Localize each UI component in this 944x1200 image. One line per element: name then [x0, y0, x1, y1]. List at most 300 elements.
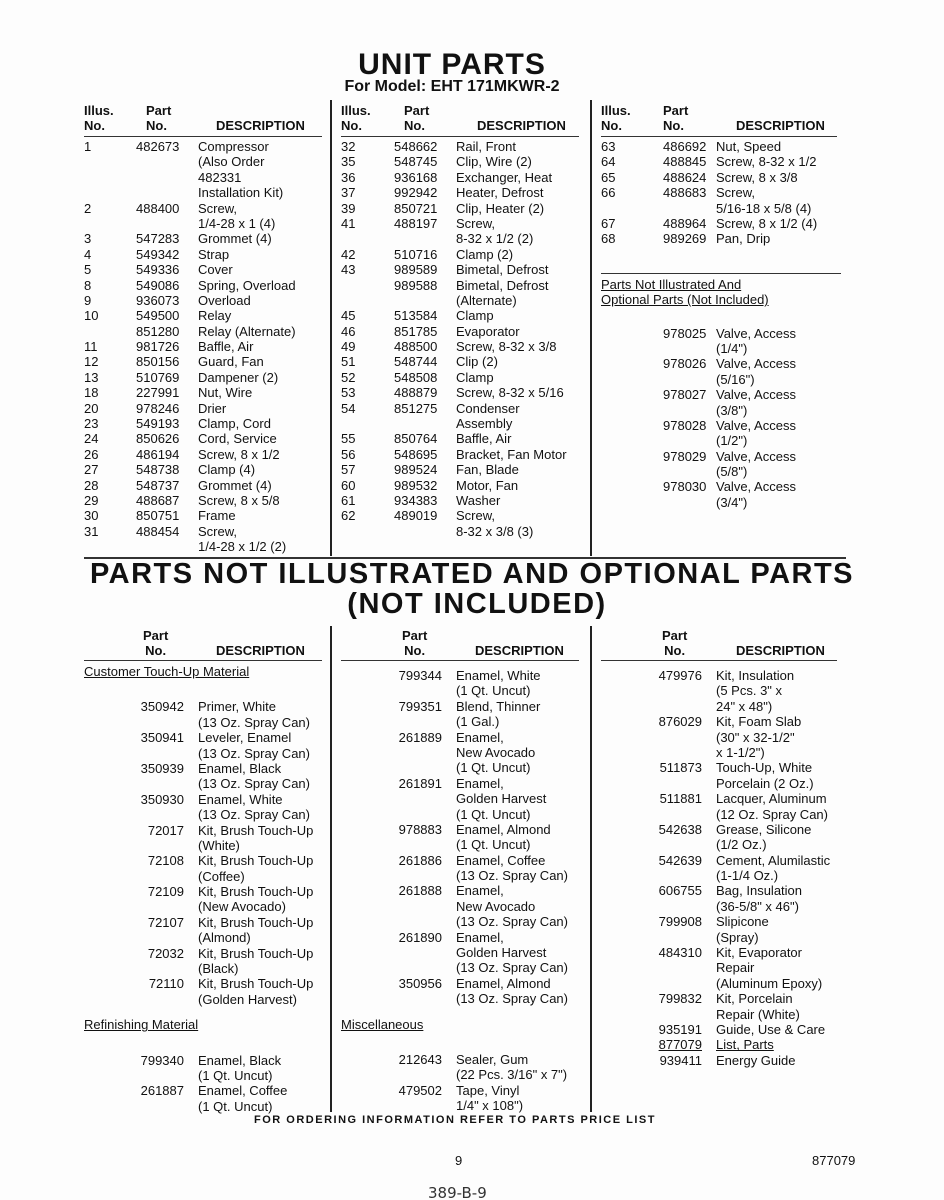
- part-row: [84, 976, 324, 991]
- part-row: [341, 431, 581, 446]
- part-description: (5/16"): [716, 371, 755, 387]
- part-description: Enamel, Almond: [456, 821, 551, 837]
- part-row-continuation: [601, 868, 841, 883]
- unit-parts-column-2: [341, 139, 581, 539]
- section-heading-text: Customer Touch-Up Material: [84, 664, 250, 679]
- part-row: [341, 216, 581, 231]
- part-number: 513584: [394, 308, 438, 324]
- part-number: 486692: [663, 139, 707, 154]
- part-description: Touch-Up, White: [716, 760, 813, 776]
- part-description: 24" x 48"): [716, 698, 773, 714]
- description-header: DESCRIPTION: [216, 118, 305, 133]
- part-number: 548662: [394, 139, 438, 154]
- illus-number: 8: [84, 277, 92, 293]
- part-number: 510716: [394, 246, 438, 262]
- part-row: [601, 479, 841, 494]
- part-row-continuation: [341, 293, 581, 308]
- part-row: [341, 930, 581, 945]
- part-number: 799908: [658, 914, 702, 930]
- part-description: Clamp: [456, 308, 494, 324]
- part-description: Screw, 8 x 1/2: [198, 446, 280, 462]
- part-description: Screw, 8 x 5/8: [198, 492, 280, 508]
- part-row: [84, 447, 324, 462]
- part-description: Porcelain (2 Oz.): [716, 775, 814, 791]
- part-description: (White): [198, 837, 240, 853]
- part-description: Relay (Alternate): [198, 323, 296, 339]
- part-description: Dampener (2): [198, 369, 279, 385]
- part-number: 548737: [136, 477, 180, 493]
- illus-header: Illus. No.: [84, 103, 114, 133]
- part-description: Energy Guide: [716, 1052, 796, 1068]
- illus-number: 51: [341, 354, 356, 370]
- part-number: 978030: [663, 479, 707, 495]
- part-row: [601, 883, 841, 898]
- part-row: [341, 976, 581, 991]
- part-number: 548508: [394, 369, 438, 385]
- part-description: Valve, Access: [716, 387, 796, 403]
- part-description: Relay: [198, 308, 232, 324]
- part-description: (1-1/4 Oz.): [716, 868, 779, 884]
- part-row: [341, 699, 581, 714]
- part-row: [601, 1022, 841, 1037]
- part-row: [601, 449, 841, 464]
- illus-number: 60: [341, 477, 356, 493]
- part-description: (Spray): [716, 929, 759, 945]
- part-description: Washer: [456, 492, 501, 508]
- illus-number: 20: [84, 400, 99, 416]
- part-row-continuation: [601, 201, 841, 216]
- part-row: [601, 791, 841, 806]
- illus-number: 32: [341, 139, 356, 154]
- part-number: 549336: [136, 262, 180, 278]
- part-description: (1/2 Oz.): [716, 837, 767, 853]
- part-number: 488500: [394, 339, 438, 355]
- part-row: [601, 231, 841, 246]
- part-row: [341, 776, 581, 791]
- part-row: [601, 154, 841, 169]
- part-description: (3/4"): [716, 494, 748, 510]
- part-number: 484310: [658, 945, 702, 961]
- part-row: [84, 1053, 324, 1068]
- part-header: Part No.: [146, 103, 172, 133]
- part-number: 261887: [140, 1083, 184, 1099]
- part-number: 488624: [663, 169, 707, 185]
- part-row: [341, 447, 581, 462]
- part-description: Installation Kit): [198, 185, 284, 201]
- illus-number: 3: [84, 231, 92, 247]
- part-description: Bag, Insulation: [716, 883, 803, 899]
- illus-number: 56: [341, 446, 356, 462]
- part-number: 935191: [658, 1021, 702, 1037]
- part-number: 479502: [398, 1082, 442, 1098]
- section-heading-text: Miscellaneous: [341, 1016, 424, 1032]
- part-description: Clip (2): [456, 354, 498, 370]
- part-row-continuation: [84, 539, 324, 554]
- illus-number: 9: [84, 292, 92, 308]
- part-row-continuation: [601, 372, 841, 387]
- illus-number: 41: [341, 215, 356, 231]
- part-row-continuation: [341, 807, 581, 822]
- illus-number: 57: [341, 462, 356, 478]
- part-description: Exchanger, Heat: [456, 169, 553, 185]
- description-header: DESCRIPTION: [736, 118, 825, 133]
- part-description: Enamel, Almond: [456, 975, 551, 991]
- part-description: Kit, Brush Touch-Up: [198, 853, 314, 869]
- part-number: 542639: [658, 852, 702, 868]
- illus-number: 39: [341, 200, 356, 216]
- part-header: Part No.: [662, 628, 688, 658]
- part-number: 212643: [398, 1052, 442, 1067]
- illus-number: 31: [84, 523, 99, 539]
- part-description: 5/16-18 x 5/8 (4): [716, 200, 812, 216]
- part-row-continuation: [601, 899, 841, 914]
- part-number: 488197: [394, 215, 438, 231]
- part-description: New Avocado: [456, 898, 536, 914]
- part-description: Primer, White: [198, 699, 277, 715]
- part-header: Part No.: [143, 628, 169, 658]
- part-description: Screw, 8-32 x 3/8: [456, 339, 557, 355]
- part-row: [341, 139, 581, 154]
- part-row: [601, 139, 841, 154]
- illus-number: 53: [341, 385, 356, 401]
- header-rule: [601, 136, 837, 137]
- column-divider: [330, 626, 332, 1112]
- part-row: [341, 1052, 581, 1067]
- part-row-continuation: [601, 699, 841, 714]
- part-row: [341, 370, 581, 385]
- part-description: Enamel, White: [198, 791, 283, 807]
- optional-parts-title: PARTS NOT ILLUSTRATED AND OPTIONAL PARTS: [89, 558, 855, 590]
- part-row: [84, 462, 324, 477]
- part-row: [341, 262, 581, 277]
- part-number: 350956: [398, 975, 442, 991]
- part-description: Enamel, Coffee: [456, 852, 546, 868]
- part-row-continuation: [84, 992, 324, 1007]
- part-row: [341, 170, 581, 185]
- part-number: 72109: [147, 884, 184, 900]
- part-description: Leveler, Enamel: [198, 730, 292, 746]
- part-description: Kit, Evaporator: [716, 945, 802, 961]
- part-description: Valve, Access: [716, 417, 796, 433]
- part-description: (1/2"): [716, 433, 748, 449]
- illus-number: 2: [84, 200, 92, 216]
- part-description: (13 Oz. Spray Can): [198, 807, 310, 823]
- part-row: [84, 139, 324, 154]
- part-description: Evaporator: [456, 323, 520, 339]
- part-description: Enamel,: [456, 775, 504, 791]
- part-row: [84, 354, 324, 369]
- part-description: (1 Qt. Uncut): [456, 837, 531, 853]
- part-row-continuation: [341, 760, 581, 775]
- part-description: Repair (White): [716, 1006, 800, 1022]
- part-row-continuation: [84, 776, 324, 791]
- illus-number: 66: [601, 185, 616, 201]
- optional-parts-column-2: [341, 668, 581, 1114]
- part-description: Screw,: [716, 185, 756, 201]
- part-description: 1/4" x 108"): [456, 1098, 524, 1114]
- part-row: [341, 493, 581, 508]
- part-row-continuation: [84, 807, 324, 822]
- part-row: [84, 699, 324, 714]
- part-description: (22 Pcs. 3/16" x 7"): [456, 1067, 568, 1083]
- part-description: Grommet (4): [198, 477, 272, 493]
- part-description: Clip, Heater (2): [456, 200, 545, 216]
- part-description: Enamel,: [456, 929, 504, 945]
- part-row-continuation: [84, 869, 324, 884]
- part-description: Enamel,: [456, 729, 504, 745]
- part-number: 992942: [394, 185, 438, 201]
- part-description: Repair: [716, 960, 755, 976]
- part-row: [84, 431, 324, 446]
- part-number: 542638: [658, 821, 702, 837]
- part-description: Valve, Access: [716, 448, 796, 464]
- part-row: [84, 416, 324, 431]
- part-description: Golden Harvest: [456, 791, 547, 807]
- part-row: [84, 308, 324, 323]
- part-description: (Alternate): [456, 292, 517, 308]
- illus-number: 52: [341, 369, 356, 385]
- part-number: 989532: [394, 477, 438, 493]
- part-description: Kit, Porcelain: [716, 991, 793, 1007]
- part-row: [84, 823, 324, 838]
- part-row-continuation: [341, 524, 581, 539]
- illus-number: 4: [84, 246, 92, 262]
- part-description: New Avocado: [456, 744, 536, 760]
- part-row-continuation: [601, 730, 841, 745]
- part-description: 8-32 x 3/8 (3): [456, 523, 534, 539]
- part-row: [84, 278, 324, 293]
- part-row: [341, 478, 581, 493]
- part-number: 549342: [136, 246, 180, 262]
- illus-number: 62: [341, 508, 356, 524]
- part-description: Strap: [198, 246, 230, 262]
- part-row-continuation: [601, 837, 841, 852]
- header-rule: [341, 136, 579, 137]
- part-description: (13 Oz. Spray Can): [198, 714, 310, 730]
- part-row-continuation: [84, 1068, 324, 1083]
- ordering-note: FOR ORDERING INFORMATION REFER TO PARTS PRICE LIST: [254, 1114, 656, 1126]
- part-description: Condenser: [456, 400, 520, 416]
- part-number: 549193: [136, 416, 180, 432]
- section-heading: [601, 273, 841, 308]
- part-description: (36-5/8" x 46"): [716, 898, 799, 914]
- part-description: Cement, Alumilastic: [716, 852, 831, 868]
- part-row: [601, 356, 841, 371]
- part-row-continuation: [601, 464, 841, 479]
- part-row-continuation: [341, 791, 581, 806]
- part-row: [84, 915, 324, 930]
- part-number: 850156: [136, 354, 180, 370]
- part-number: 510769: [136, 369, 180, 385]
- part-number: 799340: [140, 1052, 184, 1068]
- part-row: [341, 354, 581, 369]
- part-number: 72017: [147, 822, 184, 838]
- part-description: Lacquer, Aluminum: [716, 791, 827, 807]
- part-row-continuation: [601, 495, 841, 510]
- part-number: 936168: [394, 169, 438, 185]
- part-number: 511873: [659, 760, 702, 776]
- part-row: [84, 853, 324, 868]
- part-description: (New Avocado): [198, 899, 286, 915]
- part-number: 978026: [663, 356, 707, 372]
- part-row: [601, 387, 841, 402]
- part-number: 350930: [140, 791, 184, 807]
- column-divider: [590, 100, 592, 556]
- part-row: [84, 247, 324, 262]
- illus-number: 12: [84, 354, 99, 370]
- part-description: Clip, Wire (2): [456, 154, 532, 170]
- part-row-continuation: [84, 185, 324, 200]
- illus-number: 10: [84, 308, 99, 324]
- part-description: 482331: [198, 169, 242, 185]
- part-row: [84, 761, 324, 776]
- part-row: [341, 668, 581, 683]
- part-description: Screw,: [456, 215, 496, 231]
- part-row: [601, 326, 841, 341]
- part-description: Screw, 8-32 x 5/16: [456, 385, 564, 401]
- header-rule: [601, 660, 837, 661]
- part-description: Kit, Foam Slab: [716, 714, 802, 730]
- part-description: Compressor: [198, 139, 269, 154]
- part-row-continuation: [341, 991, 581, 1006]
- part-description: (Black): [198, 961, 239, 977]
- part-row: [601, 1037, 841, 1052]
- part-row-continuation: [601, 745, 841, 760]
- part-number: 350942: [140, 699, 184, 715]
- part-description: (13 Oz. Spray Can): [456, 960, 568, 976]
- part-row: [341, 508, 581, 523]
- part-row-continuation: [84, 1099, 324, 1114]
- page-title: UNIT PARTS: [358, 48, 546, 81]
- illus-number: 26: [84, 446, 99, 462]
- part-description: (13 Oz. Spray Can): [456, 991, 568, 1007]
- column-divider: [330, 100, 332, 556]
- part-number: 978028: [663, 417, 707, 433]
- part-number: 261889: [398, 729, 442, 745]
- part-description: (1 Qt. Uncut): [456, 806, 531, 822]
- part-row-continuation: [601, 1007, 841, 1022]
- part-number: 989269: [663, 231, 707, 247]
- model-subtitle: For Model: EHT 171MKWR-2: [344, 78, 560, 95]
- part-description: Clamp: [456, 369, 494, 385]
- part-description: (5 Pcs. 3" x: [716, 683, 783, 699]
- part-description: Bimetal, Defrost: [456, 262, 549, 278]
- part-row-continuation: [341, 868, 581, 883]
- part-number: 978029: [663, 448, 707, 464]
- part-row-continuation: [601, 960, 841, 975]
- part-number: 548738: [136, 462, 180, 478]
- illus-number: 65: [601, 169, 616, 185]
- part-row: [84, 1083, 324, 1098]
- part-description: Clamp (4): [198, 462, 256, 478]
- part-number: 488683: [663, 185, 707, 201]
- part-number: 488964: [663, 215, 707, 231]
- section-heading: [341, 1017, 581, 1032]
- part-row: [84, 293, 324, 308]
- page-number: 9: [455, 1153, 463, 1168]
- illus-number: 63: [601, 139, 616, 154]
- part-description: Blend, Thinner: [456, 698, 541, 714]
- part-description: (Aluminum Epoxy): [716, 975, 823, 991]
- part-row-continuation: [84, 170, 324, 185]
- illus-number: 37: [341, 185, 356, 201]
- illus-header: Illus. No.: [341, 103, 371, 133]
- part-number: 934383: [394, 492, 438, 508]
- illus-number: 43: [341, 262, 356, 278]
- part-description: (Golden Harvest): [198, 991, 297, 1007]
- part-row-continuation: [84, 154, 324, 169]
- part-number: 479976: [658, 668, 702, 683]
- part-description: 8-32 x 1/2 (2): [456, 231, 534, 247]
- part-row-continuation: [341, 745, 581, 760]
- part-row-continuation: [341, 945, 581, 960]
- part-number: 548745: [394, 154, 438, 170]
- part-row: [601, 170, 841, 185]
- part-row: [84, 385, 324, 400]
- part-number: 936073: [136, 292, 180, 308]
- part-number: 850721: [394, 200, 438, 216]
- part-row: [601, 945, 841, 960]
- illus-number: 5: [84, 262, 92, 278]
- part-description: Clamp (2): [456, 246, 514, 262]
- part-row: [84, 508, 324, 523]
- part-row-continuation: [84, 838, 324, 853]
- part-row: [341, 247, 581, 262]
- part-row-continuation: [84, 715, 324, 730]
- part-row: [341, 822, 581, 837]
- part-description: Tape, Vinyl: [456, 1082, 520, 1098]
- part-row: [84, 201, 324, 216]
- illus-number: 68: [601, 231, 616, 247]
- part-number: 261890: [398, 929, 442, 945]
- part-row: [341, 1083, 581, 1098]
- part-description: (13 Oz. Spray Can): [456, 914, 568, 930]
- part-description: Screw,: [198, 523, 238, 539]
- part-row: [341, 278, 581, 293]
- part-row-continuation: [341, 231, 581, 246]
- header-rule: [84, 136, 322, 137]
- part-row-continuation: [601, 341, 841, 356]
- part-description: Cover: [198, 262, 233, 278]
- part-number: 978025: [663, 325, 707, 341]
- part-row-continuation: [341, 899, 581, 914]
- illus-number: 23: [84, 416, 99, 432]
- part-row: [341, 462, 581, 477]
- part-row: [601, 760, 841, 775]
- part-row: [601, 822, 841, 837]
- part-number: 799832: [658, 991, 702, 1007]
- part-description: 1/4-28 x 1/2 (2): [198, 539, 287, 555]
- part-row: [84, 493, 324, 508]
- part-row: [601, 914, 841, 929]
- part-description: Valve, Access: [716, 325, 796, 341]
- part-description: Slipicone: [716, 914, 769, 930]
- part-description: (5/8"): [716, 464, 748, 480]
- part-description: 1/4-28 x 1 (4): [198, 215, 276, 231]
- part-row: [341, 201, 581, 216]
- part-row: [601, 668, 841, 683]
- part-description: (30" x 32-1/2": [716, 729, 795, 745]
- part-row: [84, 792, 324, 807]
- part-row: [601, 991, 841, 1006]
- part-description: Baffle, Air: [456, 431, 512, 447]
- illus-header: Illus. No.: [601, 103, 631, 133]
- part-row-continuation: [341, 914, 581, 929]
- part-number: 72032: [147, 945, 184, 961]
- part-description: (1/4"): [716, 340, 748, 356]
- illus-number: 28: [84, 477, 99, 493]
- part-description: Guard, Fan: [198, 354, 264, 370]
